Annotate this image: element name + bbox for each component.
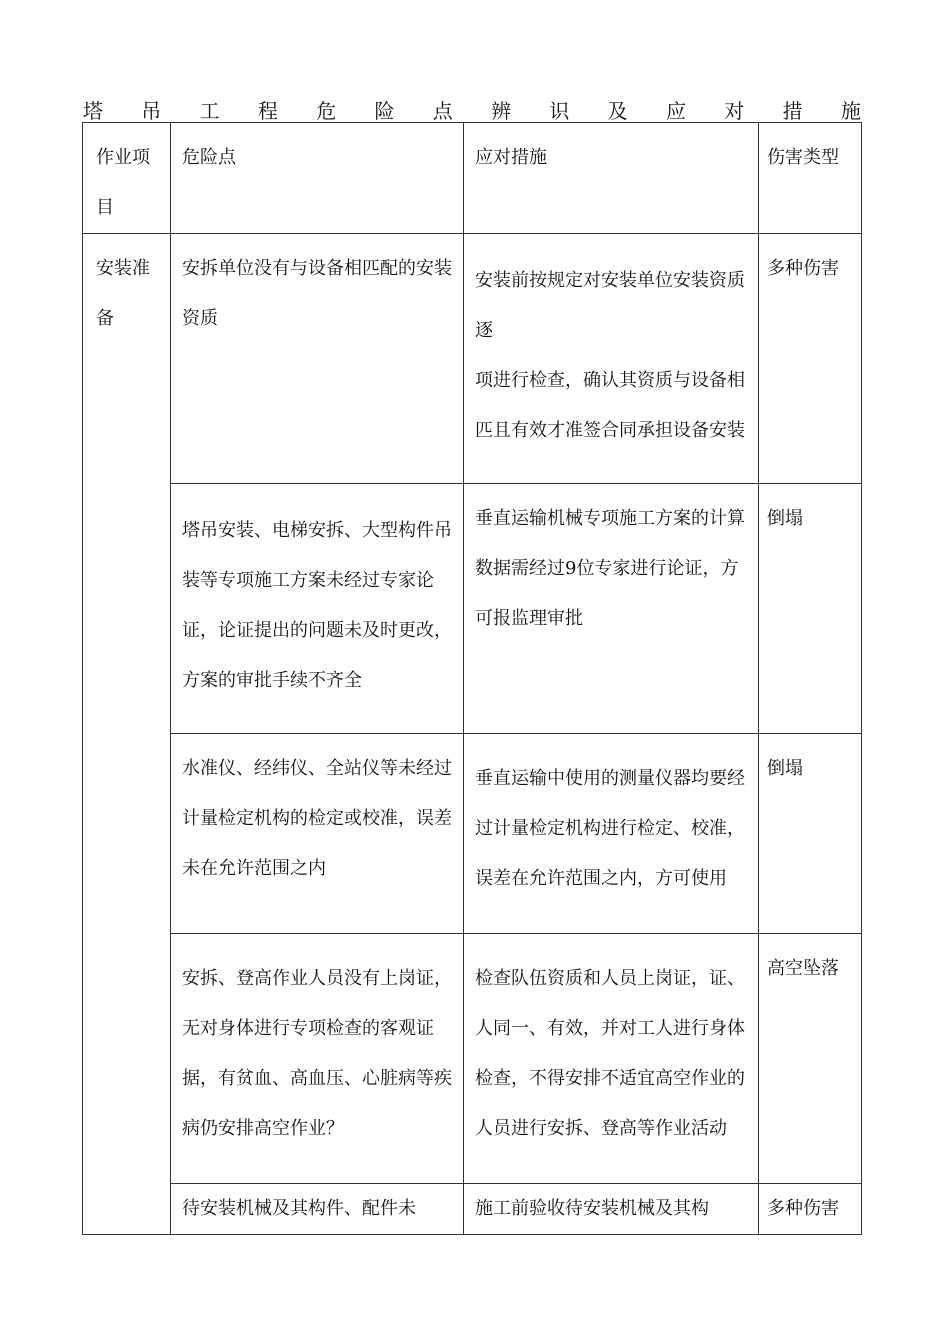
measure-cell: 安装前按规定对安装单位安装资质逐 项进行检查，确认其资质与设备相匹且有效才准签合同承担设备安装 (464, 234, 759, 484)
header-harm: 伤害类型 (759, 123, 862, 234)
title-char: 危 (316, 99, 337, 123)
harm-cell: 多种伤害 (759, 234, 862, 484)
hazard-cell: 安拆、登高作业人员没有上岗证，无对身体进行专项检查的客观证据，有贫血、高血压、心脏病等疾病仍安排高空作业？ (171, 934, 464, 1184)
hazard-cell: 待安装机械及其构件、配件未 (171, 1184, 464, 1235)
title-char: 识 (549, 99, 570, 123)
title-char: 及 (607, 99, 628, 123)
header-measure: 应对措施 (464, 123, 759, 234)
title-char: 程 (257, 99, 278, 123)
section-item-cell: 安装准备 (83, 234, 171, 1235)
title-char: 应 (665, 99, 686, 123)
hazard-cell: 塔吊安装、电梯安拆、大型构件吊装等专项施工方案未经过专家论证，论证提出的问题未及时更改，方案的审批手续不齐全 (171, 484, 464, 734)
measure-cell: 施工前验收待安装机械及其构 (464, 1184, 759, 1235)
title-char: 吊 (141, 99, 162, 123)
table-row (83, 934, 862, 1184)
title-char: 措 (782, 99, 803, 123)
table-row (83, 234, 862, 484)
title-char: 辨 (491, 99, 512, 123)
harm-cell: 倒塌 (759, 484, 862, 734)
harm-cell: 倒塌 (759, 734, 862, 934)
title-char: 对 (724, 99, 745, 123)
header-item: 作业项目 (83, 123, 171, 234)
header-hazard: 危险点 (171, 123, 464, 234)
table-row (83, 1184, 862, 1235)
table-row (83, 734, 862, 934)
title-char: 塔 (83, 99, 103, 123)
hazard-cell: 水准仪、经纬仪、全站仪等未经过计量检定机构的检定或校准，误差未在允许范围之内 (171, 734, 464, 934)
harm-cell: 高空坠落 (759, 934, 862, 1184)
table-header-row (83, 123, 862, 234)
measure-cell: 垂直运输中使用的测量仪器均要经过计量检定机构进行检定、校准，误差在允许范围之内，方可使用 (464, 734, 759, 934)
table-row (83, 484, 862, 734)
measure-cell: 检查队伍资质和人员上岗证，证、人同一、有效，并对工人进行身体检查，不得安排不适宜高空作业的人员进行安拆、登高等作业活动 (464, 934, 759, 1184)
measure-cell: 垂直运输机械专项施工方案的计算数据需经过9位专家进行论证，方可报监理审批 (464, 484, 759, 734)
title-char: 施 (840, 99, 861, 123)
hazard-cell: 安拆单位没有与设备相匹配的安装资质 (171, 234, 464, 484)
harm-cell: 多种伤害 (759, 1184, 862, 1235)
hazard-table (82, 122, 862, 1235)
title-char: 工 (199, 99, 220, 123)
title-char: 点 (432, 99, 453, 123)
title-char: 险 (374, 99, 395, 123)
